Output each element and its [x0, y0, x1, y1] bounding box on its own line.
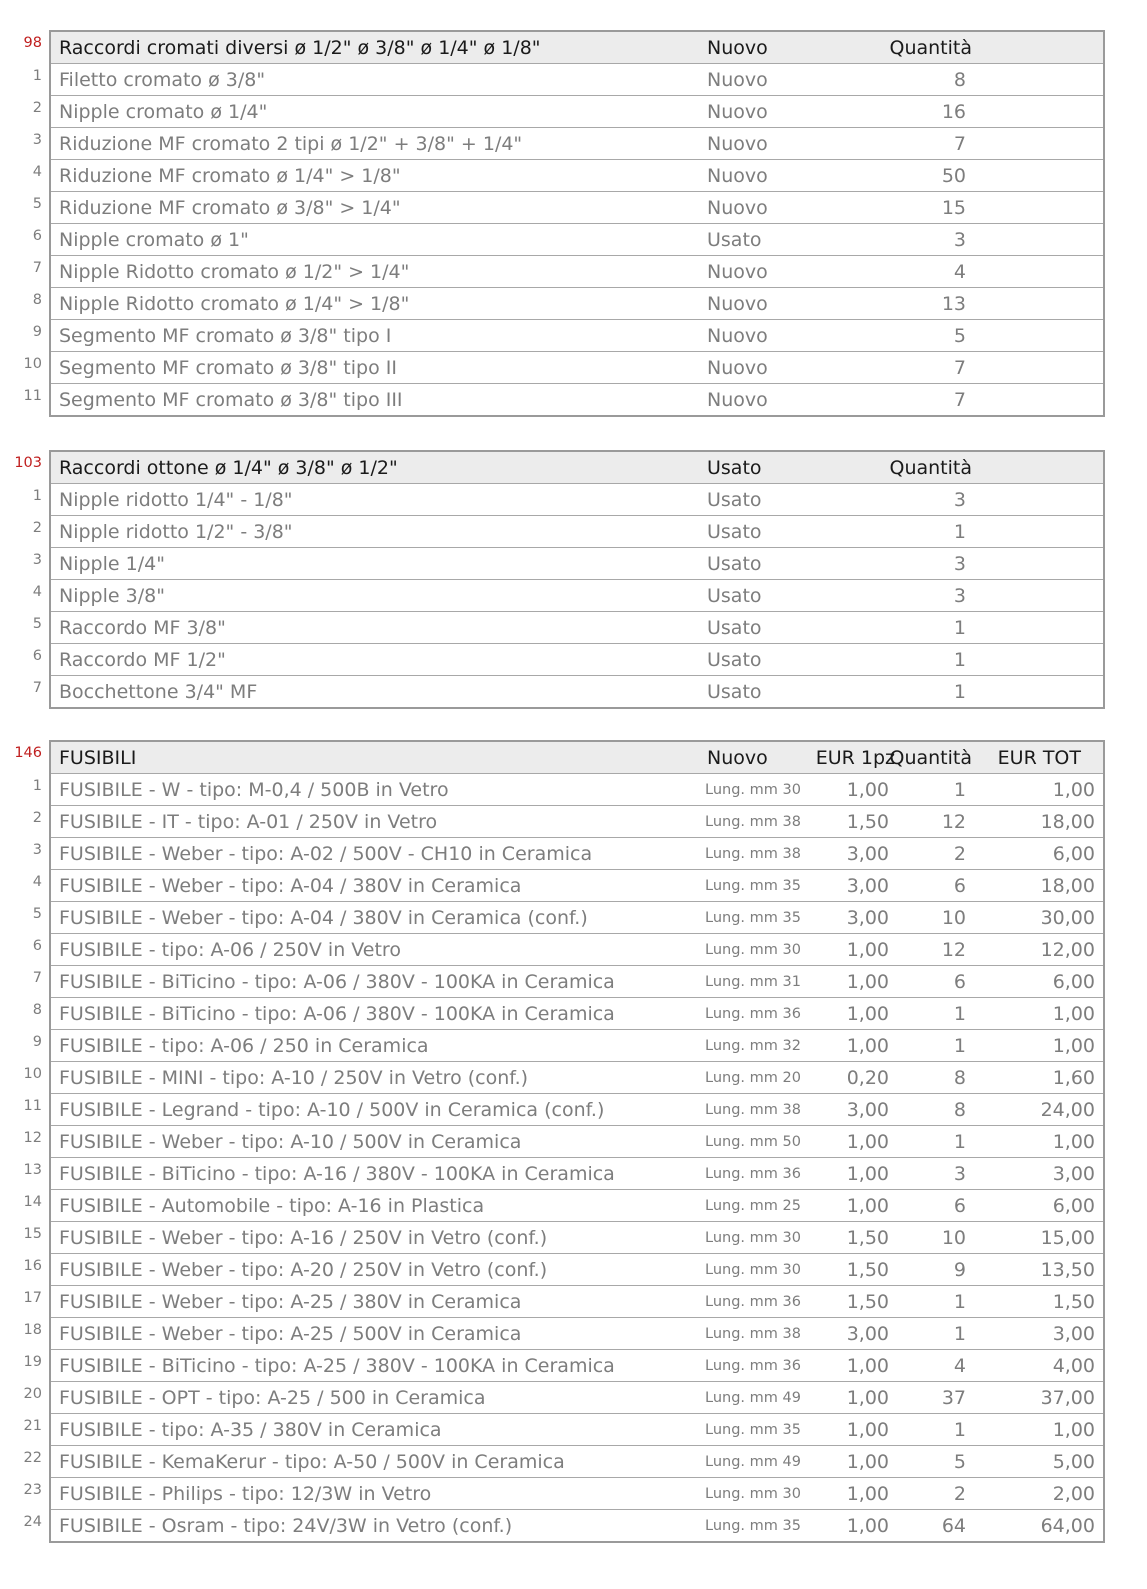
- item-quantity: 1: [953, 1290, 966, 1313]
- row-number: 6: [32, 228, 42, 244]
- item-length: Lung. mm 38: [705, 813, 801, 830]
- item-name: FUSIBILE - BiTicino - tipo: A-06 / 380V - 100KA in Ceramica: [59, 1002, 615, 1025]
- item-length: Lung. mm 25: [705, 1197, 801, 1214]
- item-quantity: 1: [953, 680, 966, 703]
- row-number: 9: [32, 324, 42, 340]
- item-state: Usato: [707, 616, 762, 639]
- item-quantity: 1: [953, 1418, 966, 1441]
- column-header-state: Nuovo: [707, 746, 768, 769]
- table-row: [51, 1285, 1103, 1317]
- item-name: FUSIBILE - KemaKerur - tipo: A-50 / 500V in Ceramica: [59, 1450, 565, 1473]
- item-quantity: 5: [953, 324, 966, 347]
- row-number: 13: [23, 1162, 42, 1178]
- item-name: FUSIBILE - Weber - tipo: A-20 / 250V in Vetro (conf.): [59, 1258, 548, 1281]
- row-number: 8: [32, 1002, 42, 1018]
- item-total: 4,00: [1052, 1354, 1095, 1377]
- row-number: 6: [32, 938, 42, 954]
- item-name: FUSIBILE - tipo: A-06 / 250 in Ceramica: [59, 1034, 429, 1057]
- item-quantity: 7: [953, 388, 966, 411]
- item-length: Lung. mm 30: [705, 781, 801, 798]
- item-name: Nipple ridotto 1/4" - 1/8": [59, 488, 293, 511]
- item-state: Nuovo: [707, 100, 768, 123]
- item-total: 6,00: [1052, 842, 1095, 865]
- row-number: 15: [23, 1226, 42, 1242]
- item-quantity: 3: [953, 584, 966, 607]
- item-name: Nipple ridotto 1/2" - 3/8": [59, 520, 293, 543]
- item-quantity: 10: [941, 906, 966, 929]
- item-unit-price: 1,00: [846, 1418, 889, 1441]
- row-number: 2: [32, 520, 42, 536]
- item-quantity: 4: [953, 260, 966, 283]
- item-quantity: 1: [953, 1034, 966, 1057]
- item-length: Lung. mm 30: [705, 1485, 801, 1502]
- section-number: 146: [14, 745, 42, 761]
- row-number: 10: [23, 1066, 42, 1082]
- table-row: [51, 1061, 1103, 1093]
- item-state: Nuovo: [707, 388, 768, 411]
- item-quantity: 64: [941, 1514, 966, 1537]
- item-quantity: 7: [953, 356, 966, 379]
- table-row: [51, 805, 1103, 837]
- item-name: FUSIBILE - Legrand - tipo: A-10 / 500V in Ceramica (conf.): [59, 1098, 605, 1121]
- item-quantity: 13: [941, 292, 966, 315]
- table-row: [51, 643, 1103, 675]
- item-unit-price: 3,00: [846, 874, 889, 897]
- table-row: [51, 901, 1103, 933]
- row-number: 11: [23, 388, 42, 404]
- item-quantity: 2: [953, 1482, 966, 1505]
- item-total: 6,00: [1052, 970, 1095, 993]
- table-row: [51, 1029, 1103, 1061]
- item-total: 64,00: [1040, 1514, 1095, 1537]
- item-length: Lung. mm 38: [705, 1325, 801, 1342]
- row-number: 5: [32, 906, 42, 922]
- table-header-row: [51, 32, 1103, 63]
- item-total: 1,00: [1052, 1130, 1095, 1153]
- item-state: Nuovo: [707, 68, 768, 91]
- inventory-section: [0, 30, 1147, 417]
- table-row: [51, 515, 1103, 547]
- item-quantity: 6: [953, 874, 966, 897]
- item-name: FUSIBILE - Osram - tipo: 24V/3W in Vetro (conf.): [59, 1514, 513, 1537]
- item-unit-price: 1,00: [846, 1034, 889, 1057]
- item-state: Usato: [707, 648, 762, 671]
- item-name: FUSIBILE - Weber - tipo: A-25 / 380V in Ceramica: [59, 1290, 522, 1313]
- item-name: Bocchettone 3/4" MF: [59, 680, 258, 703]
- row-number: 3: [32, 132, 42, 148]
- item-quantity: 10: [941, 1226, 966, 1249]
- item-unit-price: 1,00: [846, 1514, 889, 1537]
- item-name: Riduzione MF cromato ø 3/8" > 1/4": [59, 196, 401, 219]
- item-length: Lung. mm 49: [705, 1389, 801, 1406]
- row-number: 7: [32, 970, 42, 986]
- item-state: Nuovo: [707, 164, 768, 187]
- item-name: FUSIBILE - Weber - tipo: A-25 / 500V in Ceramica: [59, 1322, 522, 1345]
- item-state: Nuovo: [707, 260, 768, 283]
- table-row: [51, 547, 1103, 579]
- table-row: [51, 1157, 1103, 1189]
- column-header-total: EUR TOT: [997, 746, 1081, 769]
- item-length: Lung. mm 35: [705, 1421, 801, 1438]
- item-name: Nipple Ridotto cromato ø 1/4" > 1/8": [59, 292, 410, 315]
- item-length: Lung. mm 35: [705, 1517, 801, 1534]
- item-total: 1,00: [1052, 1418, 1095, 1441]
- row-number: 3: [32, 552, 42, 568]
- item-quantity: 16: [941, 100, 966, 123]
- item-name: FUSIBILE - Weber - tipo: A-04 / 380V in Ceramica: [59, 874, 522, 897]
- table-row: [51, 965, 1103, 997]
- item-unit-price: 1,00: [846, 1002, 889, 1025]
- item-name: Nipple cromato ø 1/4": [59, 100, 268, 123]
- table-row: [51, 287, 1103, 319]
- item-state: Nuovo: [707, 132, 768, 155]
- item-length: Lung. mm 32: [705, 1037, 801, 1054]
- row-number: 8: [32, 292, 42, 308]
- item-total: 13,50: [1040, 1258, 1095, 1281]
- item-name: FUSIBILE - Weber - tipo: A-02 / 500V - CH10 in Ceramica: [59, 842, 593, 865]
- item-name: Raccordo MF 1/2": [59, 648, 226, 671]
- item-quantity: 8: [953, 1066, 966, 1089]
- item-total: 6,00: [1052, 1194, 1095, 1217]
- item-quantity: 4: [953, 1354, 966, 1377]
- item-state: Nuovo: [707, 196, 768, 219]
- row-number: 1: [32, 68, 42, 84]
- item-quantity: 6: [953, 970, 966, 993]
- table-row: [51, 383, 1103, 415]
- item-length: Lung. mm 38: [705, 845, 801, 862]
- item-name: Segmento MF cromato ø 3/8" tipo II: [59, 356, 397, 379]
- table-row: [51, 1093, 1103, 1125]
- item-name: Filetto cromato ø 3/8": [59, 68, 266, 91]
- item-unit-price: 3,00: [846, 842, 889, 865]
- item-unit-price: 1,00: [846, 1450, 889, 1473]
- section-number: 103: [14, 455, 42, 471]
- item-total: 3,00: [1052, 1162, 1095, 1185]
- item-total: 1,00: [1052, 1034, 1095, 1057]
- column-header-quantity: Quantità: [889, 456, 972, 479]
- row-number: 23: [23, 1482, 42, 1498]
- item-quantity: 12: [941, 938, 966, 961]
- item-total: 1,00: [1052, 1002, 1095, 1025]
- item-quantity: 3: [953, 552, 966, 575]
- inventory-table: [49, 30, 1105, 417]
- row-number: 16: [23, 1258, 42, 1274]
- item-name: FUSIBILE - MINI - tipo: A-10 / 250V in Vetro (conf.): [59, 1066, 529, 1089]
- item-name: FUSIBILE - Weber - tipo: A-04 / 380V in Ceramica (conf.): [59, 906, 588, 929]
- item-length: Lung. mm 35: [705, 909, 801, 926]
- table-row: [51, 1189, 1103, 1221]
- item-unit-price: 1,00: [846, 1194, 889, 1217]
- item-length: Lung. mm 30: [705, 941, 801, 958]
- item-unit-price: 1,00: [846, 970, 889, 993]
- table-row: [51, 483, 1103, 515]
- item-unit-price: 3,00: [846, 906, 889, 929]
- table-row: [51, 1413, 1103, 1445]
- item-state: Nuovo: [707, 356, 768, 379]
- table-row: [51, 773, 1103, 805]
- item-total: 1,60: [1052, 1066, 1095, 1089]
- item-quantity: 3: [953, 488, 966, 511]
- item-length: Lung. mm 36: [705, 1357, 801, 1374]
- item-total: 2,00: [1052, 1482, 1095, 1505]
- item-total: 1,50: [1052, 1290, 1095, 1313]
- item-quantity: 15: [941, 196, 966, 219]
- item-total: 15,00: [1040, 1226, 1095, 1249]
- item-name: Riduzione MF cromato ø 1/4" > 1/8": [59, 164, 401, 187]
- item-length: Lung. mm 30: [705, 1261, 801, 1278]
- item-length: Lung. mm 20: [705, 1069, 801, 1086]
- row-number: 20: [23, 1386, 42, 1402]
- table-row: [51, 1509, 1103, 1541]
- table-row: [51, 997, 1103, 1029]
- item-name: FUSIBILE - Weber - tipo: A-16 / 250V in Vetro (conf.): [59, 1226, 548, 1249]
- item-quantity: 1: [953, 778, 966, 801]
- item-unit-price: 1,00: [846, 778, 889, 801]
- table-row: [51, 223, 1103, 255]
- item-total: 18,00: [1040, 874, 1095, 897]
- item-name: FUSIBILE - Weber - tipo: A-10 / 500V in Ceramica: [59, 1130, 522, 1153]
- item-total: 24,00: [1040, 1098, 1095, 1121]
- column-header-state: Usato: [707, 456, 762, 479]
- row-number: 12: [23, 1130, 42, 1146]
- item-quantity: 8: [953, 68, 966, 91]
- item-length: Lung. mm 38: [705, 1101, 801, 1118]
- item-name: FUSIBILE - tipo: A-06 / 250V in Vetro: [59, 938, 401, 961]
- item-length: Lung. mm 36: [705, 1005, 801, 1022]
- row-number: 3: [32, 842, 42, 858]
- item-total: 5,00: [1052, 1450, 1095, 1473]
- table-row: [51, 869, 1103, 901]
- table-row: [51, 319, 1103, 351]
- row-number: 1: [32, 488, 42, 504]
- item-unit-price: 3,00: [846, 1098, 889, 1121]
- item-state: Usato: [707, 584, 762, 607]
- row-number: 4: [32, 874, 42, 890]
- item-quantity: 37: [941, 1386, 966, 1409]
- row-number: 2: [32, 810, 42, 826]
- table-row: [51, 837, 1103, 869]
- table-header-row: [51, 742, 1103, 773]
- item-name: FUSIBILE - BiTicino - tipo: A-16 / 380V - 100KA in Ceramica: [59, 1162, 615, 1185]
- table-row: [51, 159, 1103, 191]
- item-unit-price: 1,50: [846, 1258, 889, 1281]
- table-row: [51, 1125, 1103, 1157]
- item-unit-price: 0,20: [846, 1066, 889, 1089]
- item-name: Nipple 1/4": [59, 552, 165, 575]
- row-number: 24: [23, 1514, 42, 1530]
- row-number: 11: [23, 1098, 42, 1114]
- table-row: [51, 191, 1103, 223]
- item-state: Usato: [707, 488, 762, 511]
- item-name: Segmento MF cromato ø 3/8" tipo I: [59, 324, 392, 347]
- row-number: 7: [32, 260, 42, 276]
- row-number: 6: [32, 648, 42, 664]
- table-row: [51, 1253, 1103, 1285]
- inventory-table: [49, 450, 1105, 709]
- item-quantity: 3: [953, 228, 966, 251]
- row-number: 14: [23, 1194, 42, 1210]
- item-quantity: 3: [953, 1162, 966, 1185]
- column-header-quantity: Quantità: [889, 36, 972, 59]
- section-number: 98: [23, 35, 42, 51]
- item-unit-price: 1,00: [846, 1386, 889, 1409]
- row-number: 5: [32, 196, 42, 212]
- item-quantity: 1: [953, 616, 966, 639]
- row-number: 4: [32, 164, 42, 180]
- item-name: FUSIBILE - IT - tipo: A-01 / 250V in Vetro: [59, 810, 438, 833]
- item-total: 30,00: [1040, 906, 1095, 929]
- item-state: Usato: [707, 228, 762, 251]
- row-number: 22: [23, 1450, 42, 1466]
- item-unit-price: 1,50: [846, 1226, 889, 1249]
- item-name: FUSIBILE - Automobile - tipo: A-16 in Plastica: [59, 1194, 485, 1217]
- table-row: [51, 1381, 1103, 1413]
- item-quantity: 1: [953, 1322, 966, 1345]
- column-header-name: Raccordi cromati diversi ø 1/2" ø 3/8" ø 1/4" ø 1/8": [59, 36, 541, 59]
- item-quantity: 1: [953, 520, 966, 543]
- item-quantity: 6: [953, 1194, 966, 1217]
- item-name: Nipple 3/8": [59, 584, 165, 607]
- item-quantity: 12: [941, 810, 966, 833]
- item-name: FUSIBILE - OPT - tipo: A-25 / 500 in Ceramica: [59, 1386, 486, 1409]
- table-row: [51, 1317, 1103, 1349]
- item-name: Riduzione MF cromato 2 tipi ø 1/2" + 3/8" + 1/4": [59, 132, 523, 155]
- item-length: Lung. mm 31: [705, 973, 801, 990]
- table-header-row: [51, 452, 1103, 483]
- item-state: Nuovo: [707, 292, 768, 315]
- row-number: 18: [23, 1322, 42, 1338]
- item-unit-price: 1,00: [846, 1482, 889, 1505]
- inventory-section: [0, 450, 1147, 709]
- inventory-section: [0, 740, 1147, 1543]
- column-header-name: Raccordi ottone ø 1/4" ø 3/8" ø 1/2": [59, 456, 398, 479]
- table-row: [51, 579, 1103, 611]
- inventory-table: [49, 740, 1105, 1543]
- item-name: Nipple Ridotto cromato ø 1/2" > 1/4": [59, 260, 410, 283]
- row-number: 19: [23, 1354, 42, 1370]
- item-name: Segmento MF cromato ø 3/8" tipo III: [59, 388, 403, 411]
- item-state: Nuovo: [707, 324, 768, 347]
- item-total: 3,00: [1052, 1322, 1095, 1345]
- item-total: 12,00: [1040, 938, 1095, 961]
- item-unit-price: 1,00: [846, 1354, 889, 1377]
- column-header-unit-price: EUR 1pz: [815, 746, 895, 769]
- item-total: 37,00: [1040, 1386, 1095, 1409]
- table-row: [51, 1349, 1103, 1381]
- item-name: FUSIBILE - BiTicino - tipo: A-25 / 380V - 100KA in Ceramica: [59, 1354, 615, 1377]
- item-unit-price: 1,00: [846, 938, 889, 961]
- item-length: Lung. mm 30: [705, 1229, 801, 1246]
- item-state: Usato: [707, 680, 762, 703]
- row-number: 10: [23, 356, 42, 372]
- item-name: Raccordo MF 3/8": [59, 616, 226, 639]
- item-name: Nipple cromato ø 1": [59, 228, 249, 251]
- table-row: [51, 95, 1103, 127]
- table-row: [51, 255, 1103, 287]
- item-unit-price: 3,00: [846, 1322, 889, 1345]
- row-number: 9: [32, 1034, 42, 1050]
- item-quantity: 8: [953, 1098, 966, 1121]
- item-name: FUSIBILE - W - tipo: M-0,4 / 500B in Vetro: [59, 778, 449, 801]
- item-quantity: 5: [953, 1450, 966, 1473]
- item-name: FUSIBILE - Philips - tipo: 12/3W in Vetro: [59, 1482, 432, 1505]
- item-state: Usato: [707, 552, 762, 575]
- item-unit-price: 1,00: [846, 1130, 889, 1153]
- item-quantity: 1: [953, 1130, 966, 1153]
- item-unit-price: 1,50: [846, 810, 889, 833]
- item-quantity: 1: [953, 648, 966, 671]
- table-row: [51, 611, 1103, 643]
- item-name: FUSIBILE - BiTicino - tipo: A-06 / 380V - 100KA in Ceramica: [59, 970, 615, 993]
- table-row: [51, 675, 1103, 707]
- item-name: FUSIBILE - tipo: A-35 / 380V in Ceramica: [59, 1418, 442, 1441]
- table-row: [51, 1221, 1103, 1253]
- item-total: 18,00: [1040, 810, 1095, 833]
- table-row: [51, 63, 1103, 95]
- table-row: [51, 1445, 1103, 1477]
- table-row: [51, 933, 1103, 965]
- table-row: [51, 351, 1103, 383]
- column-header-state: Nuovo: [707, 36, 768, 59]
- item-quantity: 9: [953, 1258, 966, 1281]
- row-number: 21: [23, 1418, 42, 1434]
- item-quantity: 2: [953, 842, 966, 865]
- item-length: Lung. mm 36: [705, 1293, 801, 1310]
- row-number: 5: [32, 616, 42, 632]
- item-length: Lung. mm 49: [705, 1453, 801, 1470]
- item-quantity: 1: [953, 1002, 966, 1025]
- row-number: 17: [23, 1290, 42, 1306]
- item-unit-price: 1,00: [846, 1162, 889, 1185]
- row-number: 7: [32, 680, 42, 696]
- item-quantity: 7: [953, 132, 966, 155]
- item-state: Usato: [707, 520, 762, 543]
- item-length: Lung. mm 36: [705, 1165, 801, 1182]
- column-header-name: FUSIBILI: [59, 746, 137, 769]
- item-unit-price: 1,50: [846, 1290, 889, 1313]
- row-number: 1: [32, 778, 42, 794]
- item-length: Lung. mm 35: [705, 877, 801, 894]
- item-length: Lung. mm 50: [705, 1133, 801, 1150]
- item-quantity: 50: [941, 164, 966, 187]
- row-number: 2: [32, 100, 42, 116]
- row-number: 4: [32, 584, 42, 600]
- item-total: 1,00: [1052, 778, 1095, 801]
- table-row: [51, 1477, 1103, 1509]
- table-row: [51, 127, 1103, 159]
- column-header-quantity: Quantità: [889, 746, 972, 769]
